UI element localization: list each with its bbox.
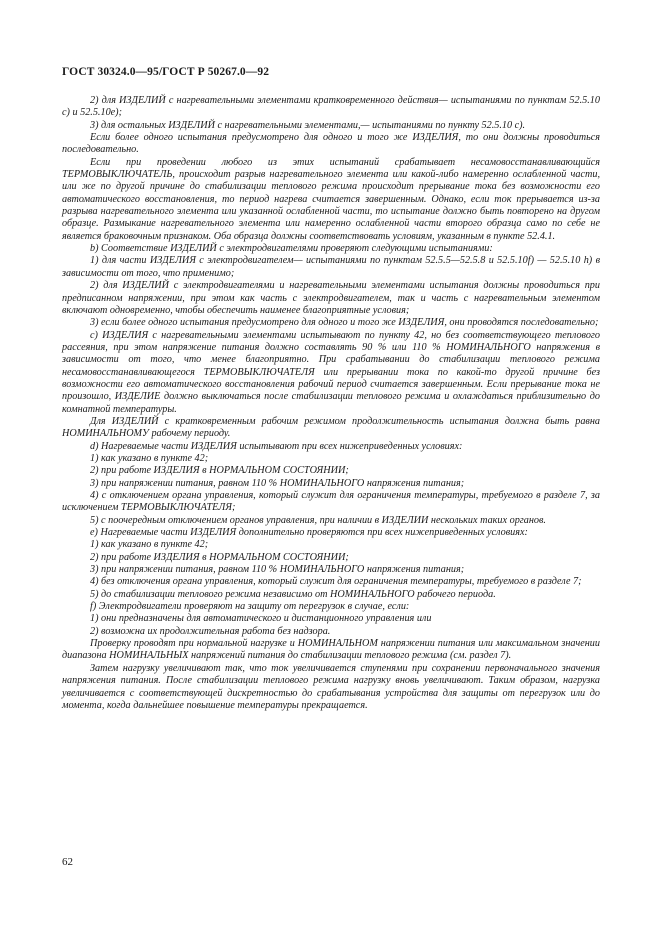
paragraph: 2) для ИЗДЕЛИЙ с электродвигателями и нагревательными элементами испытания должны проводиться при предписанном напряжении, при этом как часть с электродвигателем, так и часть с нагревательным элементом включают одновременно, чтобы обеспечить наименее благоприятные условия;	[62, 280, 600, 316]
paragraph: 4) без отключения органа управления, который служит для ограничения температуры, требуемого в разделе 7;	[90, 576, 582, 588]
paragraph: b) Соответствие ИЗДЕЛИЙ с электродвигателями проверяют следующими испытаниями:	[90, 243, 493, 255]
paragraph: 1) они предназначены для автоматического и дистанционного управления или	[90, 613, 432, 625]
paragraph: 5) до стабилизации теплового режима независимо от НОМИНАЛЬНОГО рабочего периода.	[90, 588, 496, 600]
paragraph: 2) при работе ИЗДЕЛИЯ в НОРМАЛЬНОМ СОСТОЯНИИ;	[90, 465, 349, 477]
paragraph: 4) с отключением органа управления, который служит для ограничения температуры, требуемого в разделе 7, за исключением ТЕРМОВЫКЛЮЧАТЕЛЯ;	[62, 490, 600, 514]
paragraph: 2) для ИЗДЕЛИЙ с нагревательными элементами кратковременного действия— испытаниями по пунктам 52.5.10 с) и 52.5.10е);	[62, 95, 600, 119]
paragraph: Проверку проводят при нормальной нагрузке и НОМИНАЛЬНОМ напряжении питания или максимальном значении диапазона НОМИНАЛЬНЫХ напряжений питания до стабилизации теплового режима (см. раздел 7).	[62, 638, 600, 662]
document-body	[62, 95, 600, 712]
paragraph: Если при проведении любого из этих испытаний срабатывает несамовосстанавливающийся ТЕРМОВЫКЛЮЧАТЕЛЬ, происходит разрыв нагревательного элемента или какой-либо намеренно ослабленной части, или же по другой причине до стабилизации теплового режима происходит прерывание тока без возможности его автоматического восстановления, то период нагрева считается завершенным. Однако, если ток прерывается из-за разрыва нагревательного элемента или указанной ослабленной части, то испытание должно быть повторено на другом образце. Размыкание нагревательного элемента или намеренно ослабленной части второго образца само по себе не является браковочным признаком. Оба образца должны соответствовать условиям, указанным в пункте 52.4.1.	[62, 156, 600, 242]
paragraph: c) ИЗДЕЛИЯ с нагревательными элементами испытывают по пункту 42, но без соответствующего теплового рассеяния, при этом напряжение питания должно составлять 90 % или 110 % НОМИНАЛЬНОГО напряжения в зависимости от того, что менее благоприятно. При срабатывании до стабилизации теплового режима несамовосстанавливающегося ТЕРМОВЫКЛЮЧАТЕЛЯ или прерывании тока по какой-то другой причине без возможности его автоматического восстановления рабочий период считается завершенным. Если прерывание тока не произошло, ИЗДЕЛИЕ должно выключаться после стабилизации теплового режима и охлаждаться приблизительно до комнатной температуры.	[62, 329, 600, 415]
paragraph: 5) с поочередным отключением органов управления, при наличии в ИЗДЕЛИИ нескольких таких органов.	[90, 514, 546, 526]
paragraph: 1) как указано в пункте 42;	[90, 452, 209, 464]
standard-header: ГОСТ 30324.0—95/ГОСТ Р 50267.0—92	[62, 66, 270, 78]
page-number: 62	[62, 856, 73, 868]
paragraph: d) Нагреваемые части ИЗДЕЛИЯ испытывают при всех нижеприведенных условиях:	[90, 440, 463, 452]
paragraph: 1) для части ИЗДЕЛИЯ с электродвигателем— испытаниями по пунктам 52.5.5—52.5.8 и 52.5.10f) — 52.5.10 h) в зависимости от того, что применимо;	[62, 255, 600, 279]
paragraph: 3) при напряжении питания, равном 110 % НОМИНАЛЬНОГО напряжения питания;	[90, 477, 465, 489]
paragraph: 1) как указано в пункте 42;	[90, 539, 209, 551]
paragraph: Если более одного испытания предусмотрено для одного и того же ИЗДЕЛИЯ, то они должны проводиться последовательно.	[62, 132, 600, 156]
paragraph: 2) при работе ИЗДЕЛИЯ в НОРМАЛЬНОМ СОСТОЯНИИ;	[90, 551, 349, 563]
paragraph: Затем нагрузку увеличивают так, что ток увеличивается ступенями при сохранении первоначального значения напряжения питания. После стабилизации теплового режима нагрузку вновь увеличивают. Таким образом, нагрузка увеличивается с соответствующей дискретностью до срабатывания устройства для защиты от перегрузок или до момента, когда дальнейшее повышение температуры прекращается.	[62, 662, 600, 711]
paragraph: 3) если более одного испытания предусмотрено для одного и того же ИЗДЕЛИЯ, они проводятся последовательно;	[90, 317, 599, 329]
paragraph: 2) возможна их продолжительная работа без надзора.	[90, 625, 331, 637]
paragraph: 3) при напряжении питания, равном 110 % НОМИНАЛЬНОГО напряжения питания;	[90, 564, 465, 576]
paragraph: e) Нагреваемые части ИЗДЕЛИЯ дополнительно проверяются при всех нижеприведенных условиях:	[90, 527, 528, 539]
paragraph: Для ИЗДЕЛИЙ с кратковременным рабочим режимом продолжительность испытания должна быть равна НОМИНАЛЬНОМУ рабочему периоду.	[62, 415, 600, 440]
paragraph: 3) для остальных ИЗДЕЛИЙ с нагревательными элементами,— испытаниями по пункту 52.5.10 с).	[90, 119, 526, 131]
paragraph: f) Электродвигатели проверяют на защиту от перегрузок в случае, если:	[90, 601, 410, 613]
